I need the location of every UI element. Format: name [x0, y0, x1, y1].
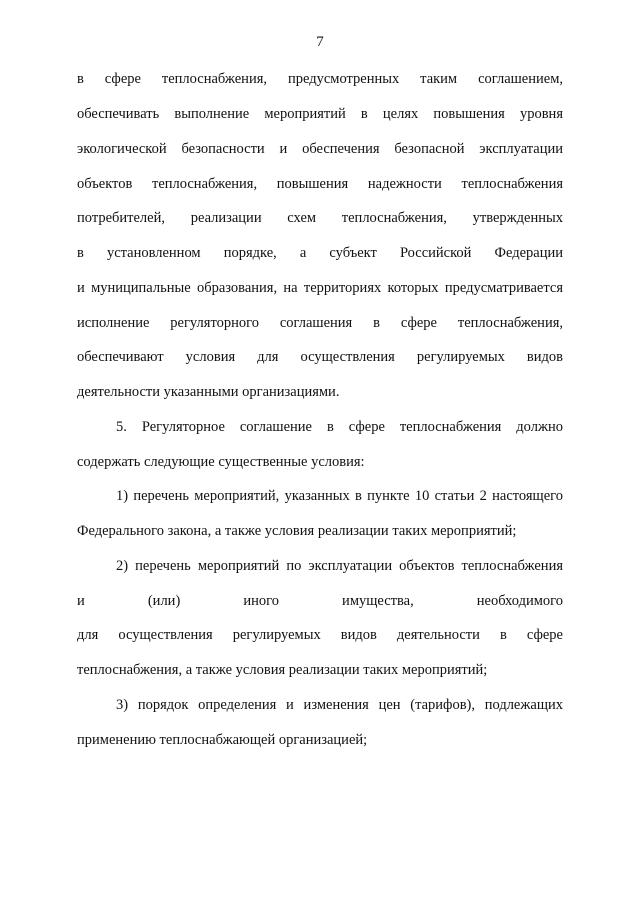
- text-line: Федерального закона, а также условия реализации таких мероприятий;: [77, 523, 517, 539]
- text-line: исполнение регуляторного соглашения в сфере теплоснабжения,: [77, 315, 563, 331]
- text-line: 5. Регуляторное соглашение в сфере теплоснабжения должно: [116, 419, 563, 435]
- text-line: и (или) иного имущества, необходимого: [77, 593, 563, 609]
- text-line: экологической безопасности и обеспечения безопасной эксплуатации: [77, 141, 563, 157]
- text-line: обеспечивают условия для осуществления регулируемых видов: [77, 349, 563, 365]
- text-line: потребителей, реализации схем теплоснабжения, утвержденных: [77, 210, 563, 226]
- text-line: объектов теплоснабжения, повышения надежности теплоснабжения: [77, 176, 563, 192]
- text-line: 3) порядок определения и изменения цен (тарифов), подлежащих: [116, 697, 563, 713]
- text-line: деятельности указанными организациями.: [77, 384, 340, 400]
- text-line: в установленном порядке, а субъект Российской Федерации: [77, 245, 563, 261]
- page-number: 7: [316, 34, 324, 50]
- text-line: для осуществления регулируемых видов деятельности в сфере: [77, 627, 563, 643]
- text-line: 1) перечень мероприятий, указанных в пункте 10 статьи 2 настоящего: [116, 488, 563, 504]
- text-line: теплоснабжения, а также условия реализации таких мероприятий;: [77, 662, 488, 678]
- text-line: обеспечивать выполнение мероприятий в целях повышения уровня: [77, 106, 563, 122]
- text-line: 2) перечень мероприятий по эксплуатации объектов теплоснабжения: [116, 558, 563, 574]
- text-line: применению теплоснабжающей организацией;: [77, 732, 368, 748]
- text-line: и муниципальные образования, на территориях которых предусматривается: [77, 280, 563, 296]
- text-line: в сфере теплоснабжения, предусмотренных таким соглашением,: [77, 71, 563, 87]
- text-line: содержать следующие существенные условия:: [77, 454, 365, 470]
